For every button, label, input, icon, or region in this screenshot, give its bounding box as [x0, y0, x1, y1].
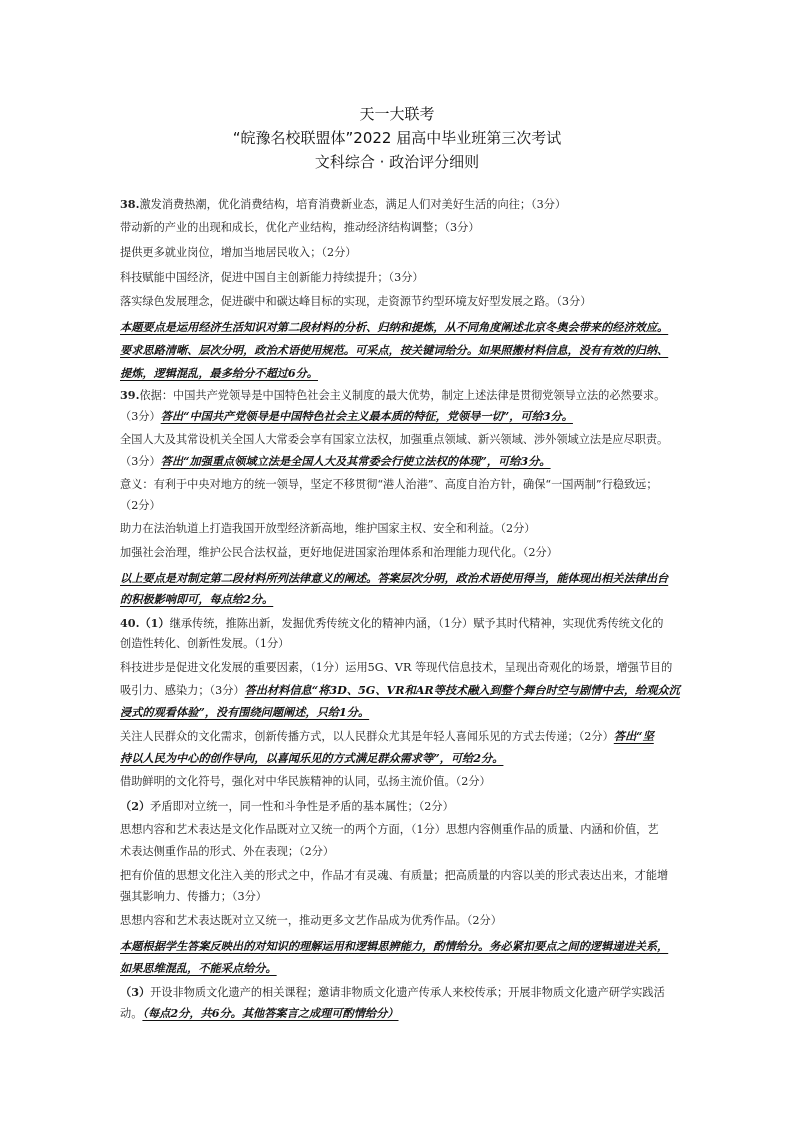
q40-part3-text-2: 动。: [120, 1007, 143, 1020]
q38-line-5: 落实绿色发展理念，促进碳中和碳达峰目标的实现，走资源节约型环境友好型发展之路。（3分）: [120, 295, 592, 308]
q39-note-2: 答出“加强重点领域立法是全国人大及其常委会行使立法权的体现”，可给3分。: [160, 454, 551, 468]
q39-line-1: [120, 388, 690, 403]
rubric-title: 文科综合 · 政治评分细则: [314, 153, 480, 171]
q40-part2-text-1: 矛盾即对立统一，同一性和斗争性是矛盾的基本属性；（2分）: [150, 800, 454, 813]
q40-part2-line-3: 术表达侧重作品的形式、外在表现；（2分）: [120, 845, 335, 858]
q40-number: 40.（1）: [120, 616, 170, 630]
q39-number: 39.: [120, 388, 140, 402]
q39-note-text-1: 以上要点是对制定第二段材料所列法律意义的阐述。答案层次分明，政治术语使用得当，能体现出相关法律出台: [120, 571, 669, 585]
q38-note-text-1: 本题要点是运用经济生活知识对第二段材料的分析、归纳和提炼，从不同角度阐述北京冬奥会带来的经济效应。: [120, 320, 669, 334]
q40-line-1: [120, 616, 690, 631]
q40-part3-number: （3）: [120, 985, 151, 999]
q39-note-1: 答出“中国共产党领导是中国特色社会主义最本质的特征，党领导一切”，可给3分。: [160, 409, 573, 423]
q40-line-6: [120, 729, 690, 744]
q40-line-3: 科技进步是促进文化发展的重要因素，（1分）运用5G、VR 等现代信息技术，呈现出奇观化的场景，增强节目的: [120, 661, 673, 674]
q40-note-1: 答出材料信息“将3D、5G、VR和AR等技术融入到整个舞台时空与剧情中去，给观众沉: [244, 683, 680, 697]
q40-line-2: 创造性转化、创新性发展。（1分）: [120, 637, 290, 650]
q39-line-7: 助力在法治轨道上打造我国开放型经济新高地，维护国家主权、安全和利益。（2分）: [120, 522, 536, 535]
q39-score-2: （3分）: [120, 455, 161, 468]
q38-number: 38.: [120, 197, 140, 211]
q39-score-1: （3分）: [120, 410, 161, 423]
exam-org-title: 天一大联考: [359, 105, 435, 123]
q38-line-2: 带动新的产业的出现和成长，优化产业结构，推动经济结构调整；（3分）: [120, 221, 480, 234]
q40-part2-line-1: [120, 799, 690, 814]
q40-part3-line-2: [120, 1006, 690, 1021]
q40-part3-note: （每点2分，共6分。其他答案言之成理可酌情给分）: [142, 1006, 399, 1020]
q40-text-1: 继承传统，推陈出新，发掘优秀传统文化的精神内涵，（1分）赋予其时代精神，实现优秀传统文化的: [169, 617, 664, 630]
q39-line-3: 全国人大及其常设机关全国人大常委会享有国家立法权，加强重点领域、新兴领域、涉外领域立法是应尽职责。: [120, 433, 669, 446]
q39-line-2: [120, 409, 690, 424]
q40-part2-line-5: 强其影响力、传播力；（3分）: [120, 890, 267, 903]
q40-part2-line-4: 把有价值的思想文化注入美的形式之中，作品才有灵魂、有质量；把高质量的内容以美的形式表达出来，才能增: [120, 869, 669, 882]
q38-note-text-2: 要求思路清晰、层次分明，政治术语使用规范。可采点，按关键词给分。如果照搬材料信息，没有有效的归纳、: [120, 343, 669, 357]
q40-note-2: 浸式的观看体验”，没有围绕问题阐述，只给1分。: [120, 705, 370, 719]
q38-line-3: 提供更多就业岗位，增加当地居民收入；（2分）: [120, 246, 357, 259]
q38-line-4: 科技赋能中国经济，促进中国自主创新能力持续提升；（3分）: [120, 271, 424, 284]
q40-note-4: 持以人民为中心的创作导向，以喜闻乐见的方式满足群众需求等”，可给2分。: [120, 751, 504, 765]
q38-line-1: [120, 197, 690, 212]
q40-part2-line-6: 思想内容和艺术表达既对立又统一，推动更多文艺作品成为优秀作品。（2分）: [120, 914, 502, 927]
q40-line-4: [120, 683, 690, 698]
q40-part2-note-1: [120, 939, 690, 954]
q38-note-text-3: 提炼，逻辑混乱，最多给分不超过6分。: [120, 366, 318, 380]
q39-line-5: 意义：有利于中央对地方的统一领导，坚定不移贯彻“港人治港”、高度自治方针，确保“一国两制”行稳致远；: [120, 478, 658, 491]
q40-part3-line-1: [120, 985, 690, 1000]
q39-line-8: 加强社会治理，维护公民合法权益，更好地促进国家治理体系和治理能力现代化。（2分）: [120, 546, 558, 559]
q38-note-1: [120, 320, 690, 335]
q40-part2-number: （2）: [120, 799, 151, 813]
q38-note-2: [120, 343, 690, 358]
q39-line-6: （2分）: [120, 499, 161, 512]
q40-line-8: 借助鲜明的文化符号，强化对中华民族精神的认同，弘扬主流价值。（2分）: [120, 775, 491, 788]
q40-part2-note-text-1: 本题根据学生答案反映出的对知识的理解运用和逻辑思辨能力，酌情给分。务必紧扣要点之间的逻辑递进关系，: [120, 939, 669, 953]
q40-text-6a: 关注人民群众的文化需求，创新传播方式，以人民群众尤其是年轻人喜闻乐见的方式去传递；（2分）: [120, 730, 614, 743]
q38-text-1: 激发消费热潮，优化消费结构，培育消费新业态，满足人们对美好生活的向往；（3分）: [139, 198, 567, 211]
q39-note-4: [120, 592, 690, 607]
q40-part2-line-2: 思想内容和艺术表达是文化作品既对立又统一的两个方面，（1分）思想内容侧重作品的质量、内涵和价值，艺: [120, 823, 659, 836]
q40-line-7: [120, 751, 690, 766]
q40-text-4a: 吸引力、感染力；（3分）: [120, 684, 245, 697]
q39-note-3: [120, 571, 690, 586]
q40-part3-text-1: 开设非物质文化遗产的相关课程；邀请非物质文化遗产传承人来校传承；开展非物质文化遗产研学实践活: [150, 986, 665, 999]
exam-title: “皖豫名校联盟体”2022 届高中毕业班第三次考试: [232, 129, 562, 147]
q39-note-text-2: 的积极影响即可，每点给2分。: [120, 592, 274, 606]
q38-note-3: [120, 366, 690, 381]
q39-text-1: 依据：中国共产党领导是中国特色社会主义制度的最大优势，制定上述法律是贯彻党领导立法的必然要求。: [139, 389, 666, 402]
q40-part2-note-2: [120, 961, 690, 976]
q40-part2-note-text-2: 如果思维混乱，不能采点给分。: [120, 961, 277, 975]
q39-line-4: [120, 454, 690, 469]
q40-line-5: [120, 705, 690, 720]
q40-note-3: 答出“坚: [613, 729, 654, 743]
